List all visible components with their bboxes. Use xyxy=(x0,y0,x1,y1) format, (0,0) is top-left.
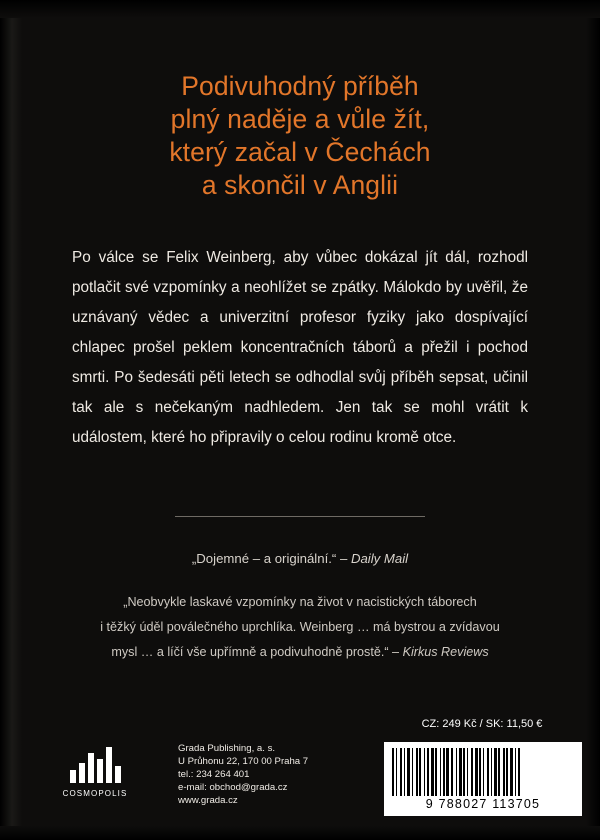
publisher-logo xyxy=(55,745,135,798)
publisher-phone: tel.: 234 264 401 xyxy=(178,769,250,780)
quote-secondary-line-3-text: mysl … a líčí vše upřímně a podivuhodně prostě.“ – xyxy=(111,645,403,659)
cover-headline xyxy=(60,70,540,202)
barcode xyxy=(384,742,582,816)
quote-primary-text: „Dojemné – a originální.“ – xyxy=(191,551,351,566)
quote-primary xyxy=(80,549,520,569)
price-label: CZ: 249 Kč / SK: 11,50 € xyxy=(421,718,543,730)
logo-caption: COSMOPOLIS xyxy=(62,789,128,798)
top-edge-shadow xyxy=(0,0,600,18)
cosmopolis-logo-icon xyxy=(55,745,135,783)
cover-blurb: Po válce se Felix Weinberg, aby vůbec dokázal jít dál, rozhodl potlačit své vzpomínky a neohlížet se zpátky. Málokdo by uvěřil, že uznávaný vědec a univerzitní profesor fyziky jako dospívající chlapec prošel peklem koncentračních táborů a přežil i pochod smrti. Po šedesáti pěti letech se odhodlal svůj příběh sepsat, učinil tak ale s nečekaným nadhledem. Jen tak se mohl vrátit k událostem, které ho připravily o celou rodinu kromě otce. xyxy=(72,249,528,446)
publisher-website: www.grada.cz xyxy=(178,795,238,806)
bottom-edge-shadow xyxy=(0,826,600,840)
publisher-address: U Průhonu 22, 170 00 Praha 7 xyxy=(178,756,309,767)
publisher-info xyxy=(178,742,398,807)
publisher-email: e-mail: obchod@grada.cz xyxy=(178,782,288,793)
headline-line-2: plný naděje a vůle žít, xyxy=(170,104,430,134)
barcode-digits: 9 788027 113705 xyxy=(425,797,541,811)
publisher-name: Grada Publishing, a. s. xyxy=(178,743,276,754)
right-edge-shadow xyxy=(586,0,600,840)
quote-secondary-line-1: „Neobvykle laskavé vzpomínky na život v nacistických táborech xyxy=(123,595,477,609)
headline-line-1: Podivuhodný příběh xyxy=(181,71,419,101)
quote-secondary xyxy=(80,590,520,665)
quote-secondary-line-2: i těžký úděl poválečného uprchlíka. Weinberg … má bystrou a zvídavou xyxy=(100,620,500,634)
quote-primary-source: Daily Mail xyxy=(350,551,409,566)
headline-line-3: který začal v Čechách xyxy=(169,137,431,167)
barcode-bars xyxy=(392,748,574,796)
section-divider xyxy=(175,516,425,517)
headline-line-4: a skončil v Anglii xyxy=(201,170,399,200)
spine-shadow xyxy=(0,0,22,840)
quote-secondary-source: Kirkus Reviews xyxy=(402,645,489,659)
quote-secondary-line-3 xyxy=(80,640,520,665)
